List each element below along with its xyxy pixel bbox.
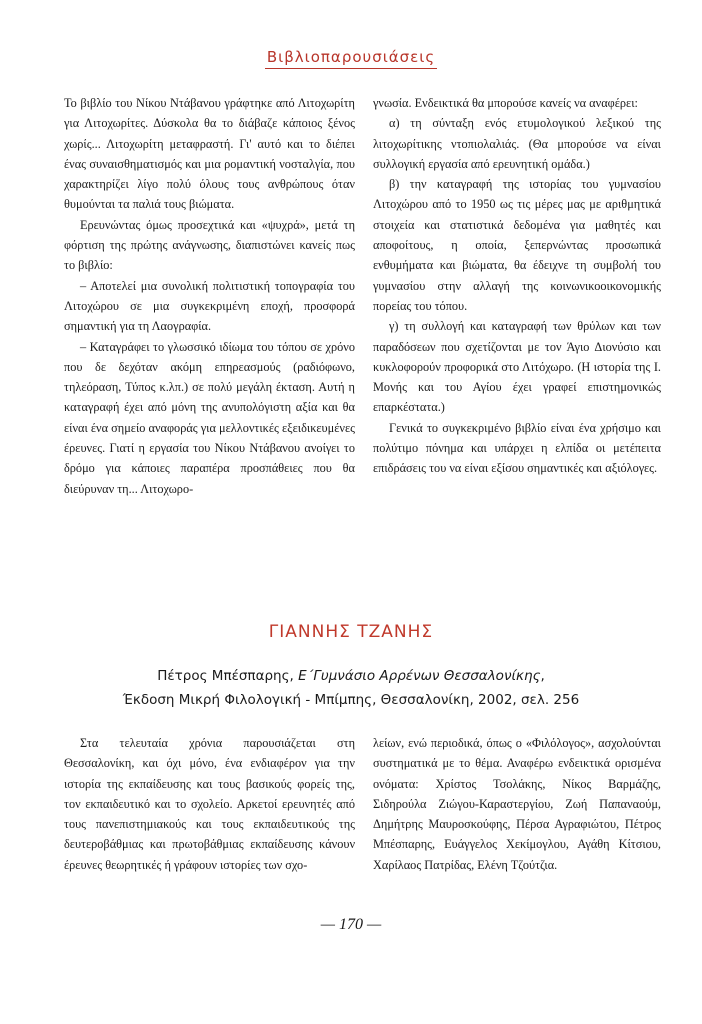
page-number: — 170 — <box>320 916 382 933</box>
paragraph: Γενικά το συγκεκριμένο βιβλίο είναι ένα χρήσιμο και πολύτιμο πόνημα και υπάρχει η ελπίδα οι μετέπειτα επιδράσεις του να είναι εξίσου σημαντικές και αξιόλογες. <box>373 420 661 476</box>
book-separator: , <box>540 668 545 684</box>
paragraph: γ) τη συλλογή και καταγραφή των θρύλων και των παραδόσεων που σχετίζονται με τον Άγιο Διονύσιο και κυκλοφορούν προφορικά στο Λιτόχωρο. (Η ιστορία της Ι. Μονής και του Αγίου έχει γραφεί επιστημονικώς επαρκέστατα.) <box>373 319 661 415</box>
book-publication: Έκδοση Μικρή Φιλολογική - Μπίμπης, Θεσσαλονίκη, 2002, σελ. 256 <box>122 692 580 708</box>
paragraph: α) τη σύνταξη ενός ετυμολογικού λεξικού της λιτοχωρίτικης ντοπιολαλιάς. (Θα μπορούσε να είναι συλλογική εργασία από ερευνητική ομάδα.) <box>373 116 661 171</box>
paragraph: Στα τελευταία χρόνια παρουσιάζεται στη Θεσσαλονίκη, και όχι μόνο, ένα ενδιαφέρον για την ιστορία της εκπαίδευσης και τους βασικούς φορείς της, τον εκπαιδευτικό και το σχολείο. Αρκετοί ερευνητές από τους πανεπιστημιακούς και τους εκπαιδευτικούς της δευτεροβάθμιας και πρωτοβάθμιας εκπαίδευσης κάνουν έρευνες θεωρητικές ή γράφουν ιστορίες των σχο- <box>64 736 355 872</box>
review2-right-column <box>373 733 661 875</box>
review1-right-column <box>373 93 661 479</box>
reviewer-name: ΓΙΑΝΝΗΣ ΤΖΑΝΗΣ <box>268 622 434 642</box>
paragraph: γνωσία. Ενδεικτικά θα μπορούσε κανείς να αναφέρει: <box>373 96 638 110</box>
review2-left-column <box>64 733 355 875</box>
paragraph: – Καταγράφει το γλωσσικό ιδίωμα του τόπου σε χρόνο που δε δεχόταν ακόμη επηρεασμούς (ραδιόφωνο, τηλεόραση, Τύπος κ.λπ.) σε πολύ μεγάλη έκταση. Αυτή η καταγραφή έχει από μόνη της ανυπολόγιστη αξία και θα είναι ένα σημείο αναφοράς για μελλοντικές εξειδικευμένες έρευνες. Γιατί η εργασία του Νίκου Ντάβανου ανοίγει το δρόμο για κάποιες παραπέρα προσπάθειες που θα διεύρυναν τη... Λιτοχωρο- <box>64 339 355 496</box>
paragraph: Ερευνώντας όμως προσεχτικά και «ψυχρά», μετά τη φόρτιση της πρώτης ανάγνωσης, διαπιστώνει κανείς πως το βιβλίο: <box>64 217 355 273</box>
book-author: Πέτρος Μπέσπαρης, <box>157 668 299 684</box>
book-title: Ε΄Γυμνάσιο Αρρένων Θεσσαλονίκης <box>298 668 541 684</box>
running-head <box>0 48 702 66</box>
paragraph: Το βιβλίο του Νίκου Ντάβανου γράφτηκε από Λιτοχωρίτη για Λιτοχωρίτες. Δύσκολα θα το διάβαζε κάποιος ξένος χωρίς... Λιτοχωρίτη μεταφραστή. Γι' αυτό και το διέπει ένας συναισθηματισμός και μια ρομαντική νοσταλγία, που χαρακτηρίζει λίγο πολύ όλους τους ανθρώπους όταν θυμούνται τα παλιά τους βιώματα. <box>64 96 355 212</box>
paragraph: λείων, ενώ περιοδικά, όπως ο «Φιλόλογος», ασχολούνται συστηματικά με το θέμα. Αναφέρω ενδεικτικά ορισμένα ονόματα: Χρίστος Τσολάκης, Νίκος Βαρμάζης, Σιδηρούλα Ζιώγου-Καραστεργίου, Ζωή Παπαναούμ, Δημήτρης Μαυροσκούφης, Πέρσα Αγραφιώτου, Πέτρος Μπέσπαρης, Ευάγγελος Χεκίμογλου, Αγάθη Κίτσιου, Χαρίλαος Πατρίδας, Ελένη Τζούτζια. <box>373 736 661 872</box>
paragraph: – Αποτελεί μια συνολική πολιτιστική τοπογραφία του Λιτοχώρου σε μια συγκεκριμένη εποχή, προσφορά σημαντική για τη Λαογραφία. <box>64 278 355 334</box>
running-head-text: Βιβλιοπαρουσιάσεις <box>265 48 437 69</box>
review1-left-column <box>64 93 355 499</box>
book-reference-line-1 <box>0 664 702 688</box>
paragraph: β) την καταγραφή της ιστορίας του γυμνασίου Λιτοχώρου από το 1950 ως τις μέρες μας με αριθμητικά στοιχεία και στατιστικά δεδομένα για μαθητές και αποφοίτους, η οποία, ξεπερνώντας προσωπικά ενθυμήματα και βιώματα, θα έδειχνε τη συμβολή του γυμνασίου στην αλλαγή της κοινωνικοοικονομικής πορείας του τόπου. <box>373 177 661 313</box>
book-reference <box>0 664 702 712</box>
